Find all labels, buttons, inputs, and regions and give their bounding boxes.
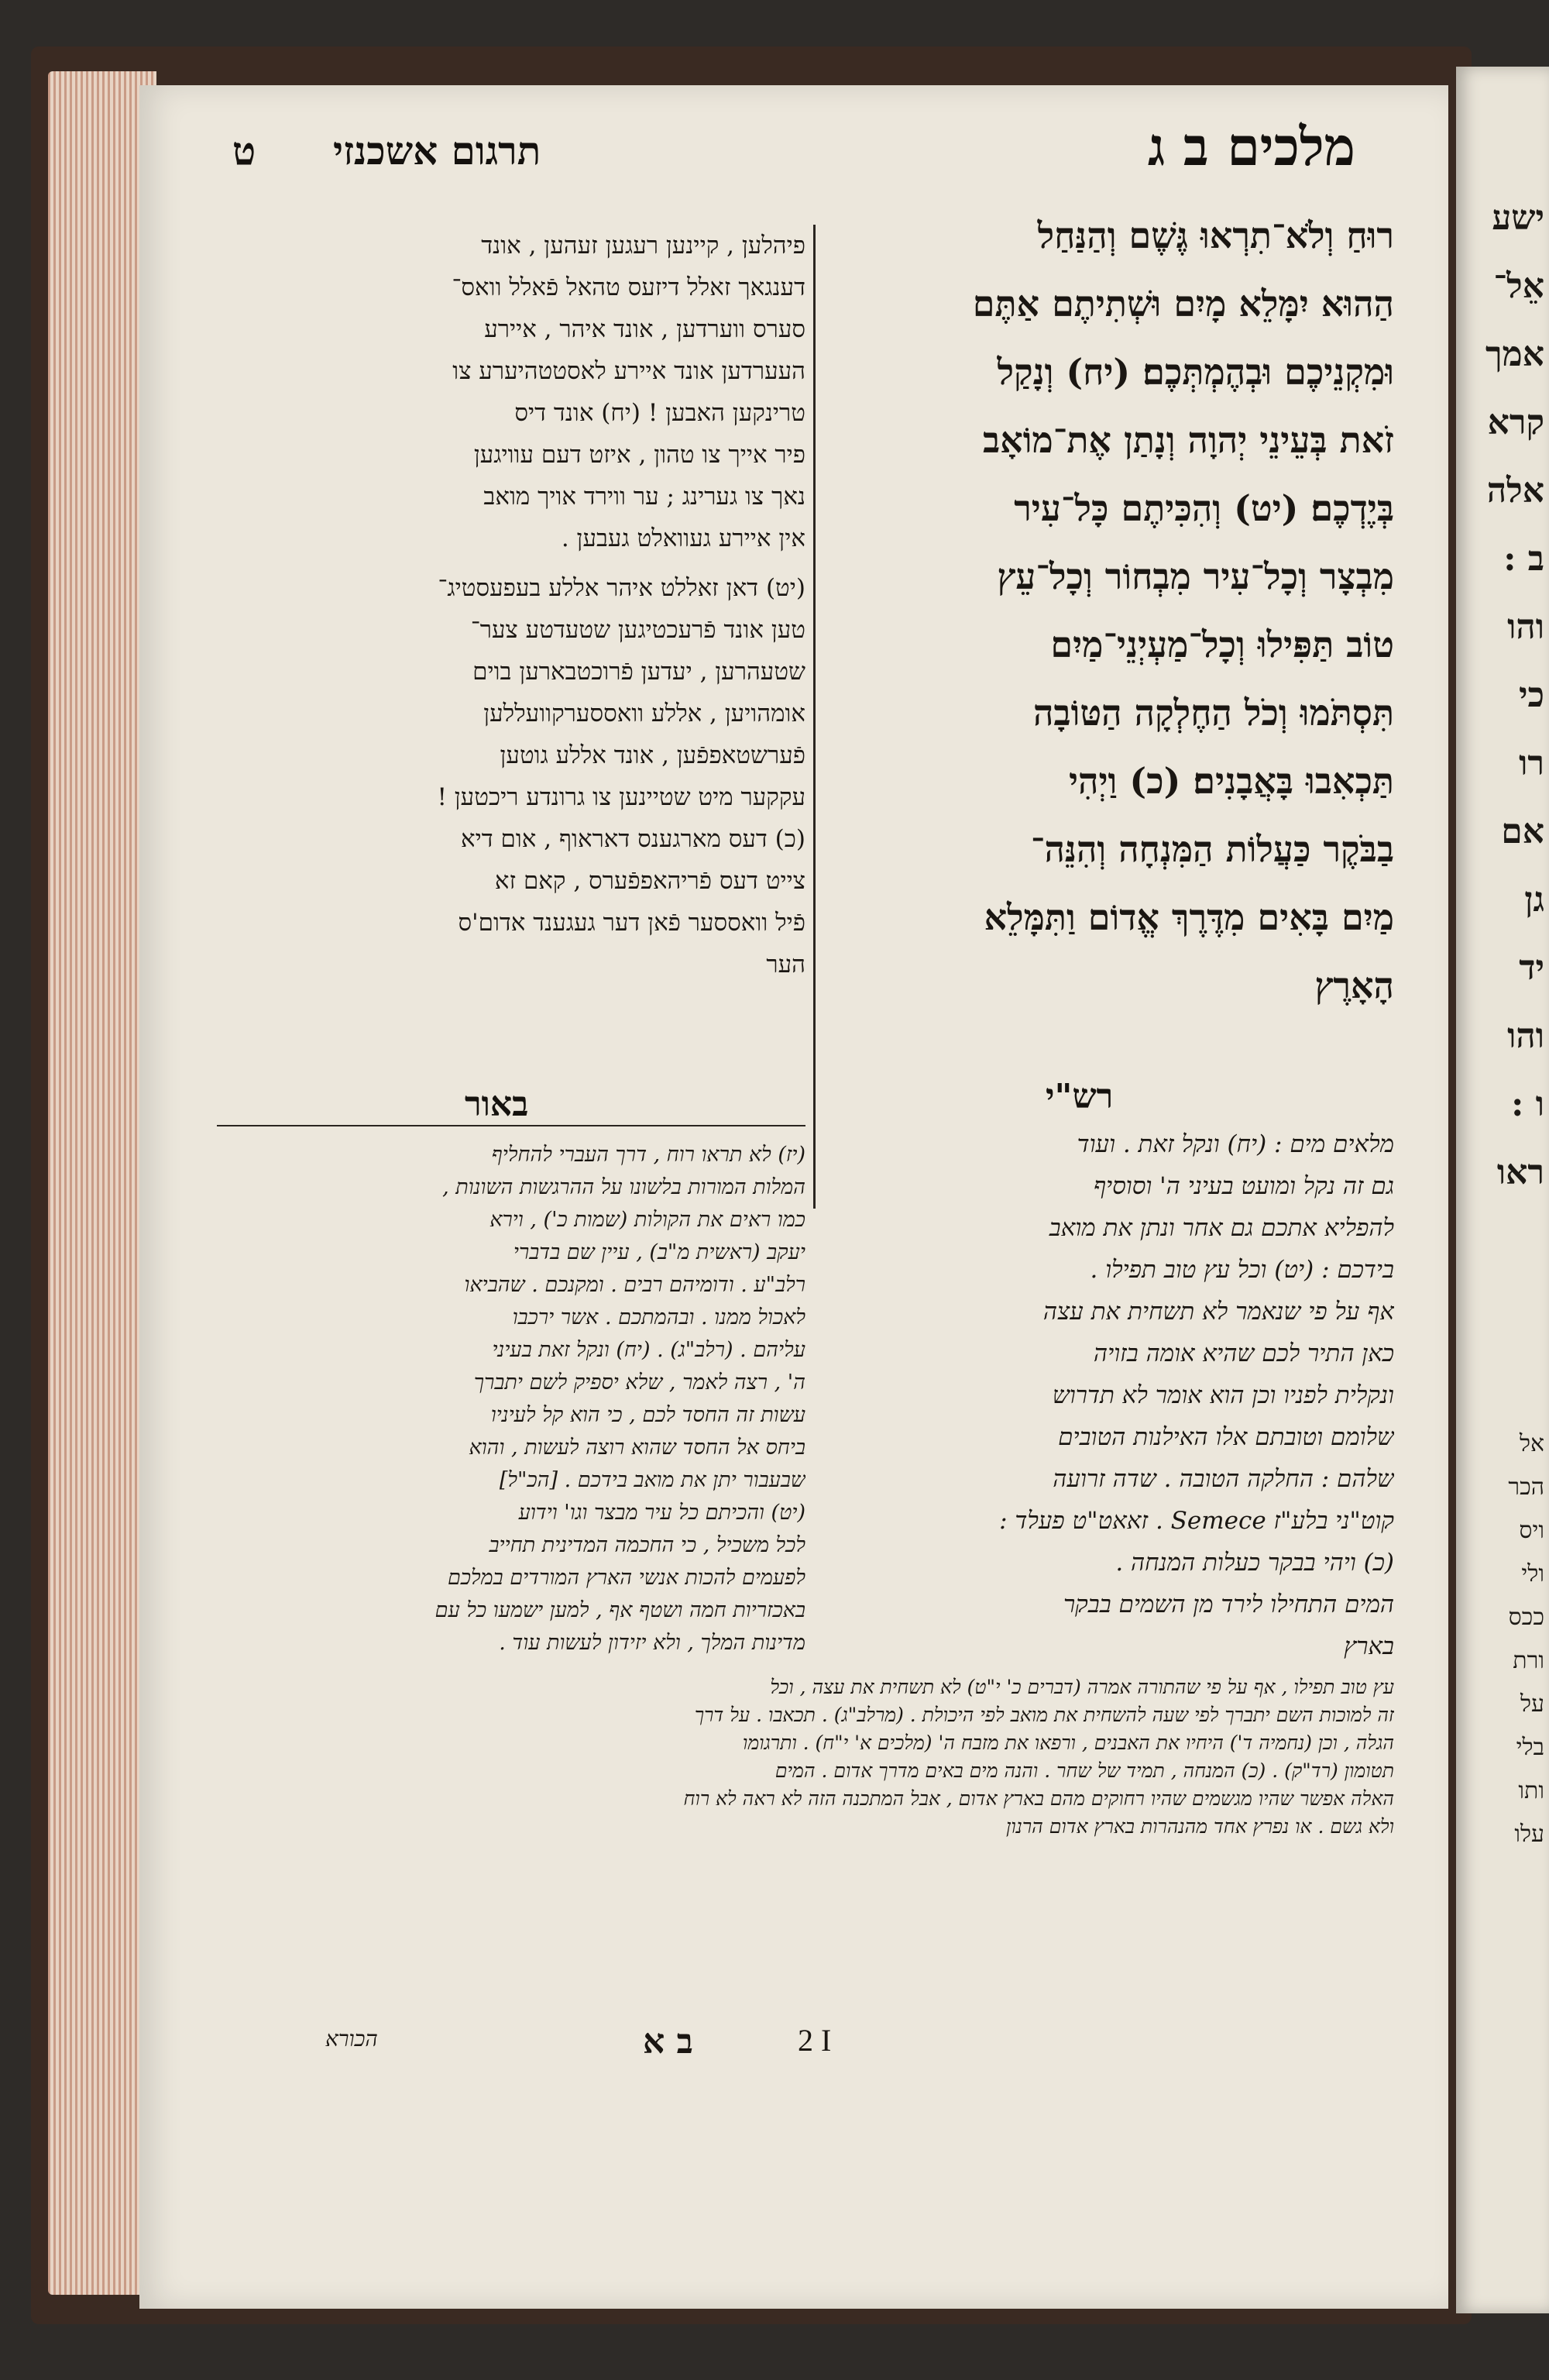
footer-catchword: הכורא [325,2026,378,2052]
rashi-line: שלומם וטובתם אלו האילנות הטובים [1058,1423,1394,1451]
targum-line: שטעהרען , יעדען פֿרוכטבארען בוים [472,658,805,686]
targum-line: טען אונד פֿרעכטיגען שטעדטע צער־ [470,616,805,644]
targum-line: אומהויען , אללע וואססערקוועללען [483,700,805,727]
rashi-line: (כ) ויהי בבקר כעלות המנחה . [1115,1549,1394,1577]
next-page-edge [1456,67,1549,2313]
hebrew-text-line: מַיִם בָּאִים מִדֶּרֶךְ אֱדוֹם וַתִּמָּלֵא [984,896,1394,938]
next-page-fragment: גן [1524,880,1544,920]
rashi-line: להפליא אתכם גם אחר ונתן את מואב [1049,1214,1394,1242]
footnote-line: הגלה , וכן (נחמיה ד') היחיו את האבנים , ורפאו את מזבח ה' (מלכים א' י"ח) . ותרגומו [742,1732,1394,1754]
next-page-fragment: הכר [1508,1474,1544,1501]
next-page-fragment: ו : [1511,1085,1544,1124]
targum-line: (יט) דאן זאללט איהר אללע בעפעסטיג־ [438,574,805,602]
biur-line: לאכול ממנו . ובהמתכם . אשר ירכבו [512,1305,805,1329]
biur-line: עליהם . (רלב"ג) . (יח) ונקל זאת בעיני [492,1338,805,1362]
targum-line: פֿיל וואססער פֿאן דער געגענד אדום'ס [458,909,805,937]
next-page-fragment: יד [1519,948,1544,988]
rashi-column [829,1123,1394,1667]
targum-line: (כ) דעס מארגענס דאראוף , אום דיא [461,825,805,853]
header-book-title: מלכים ב ג [1147,116,1355,178]
next-page-fragment: בלי [1516,1734,1544,1761]
next-page-fragment: והו [1507,607,1544,647]
hebrew-text-line: בְּיֶדְכֶם׃ (יט) וְהִכִּיתֶם כָּל־עִיר [1014,487,1394,529]
hebrew-text-line: הַהוּא יִמָּלֵא מָיִם וּשְׁתִיתֶם אַתֶּם [972,283,1394,325]
footnote-block [209,1673,1394,1841]
biur-line: (יט) והכיתם כל עיר מבצר וגו' וידוע [518,1501,805,1525]
targum-line: סערס ווערדען , אונד איהר , איירע [484,315,805,343]
paragraph-spacer [209,559,805,567]
next-page-fragment: אם [1501,812,1544,851]
next-page-fragment: עלו [1514,1821,1544,1848]
biur-line: ביחס אל החסד שהוא רוצה לעשות , והוא [469,1436,805,1460]
footnote-line: תטומון (רד"ק) . (כ) המנחה , תמיד של שחר . והנה מים באים מדרך אדום . המים [774,1759,1394,1782]
footnote-line: האלה אפשר שהיו מגשמים שהיו רחוקים מהם בארץ אדום , אבל המתכנה הזה לא ראה לא רוח [683,1787,1394,1810]
hebrew-text-column [829,201,1394,1020]
targum-line: דענגאך זאלל דיזעס טהאל פֿאלל וואס־ [452,273,805,301]
targum-line: פיהלען , קיינען רעגען זעהען , אונד [481,232,805,260]
biur-line: ה' , רצה לאמר , שלא יספיק לשם יתברך [473,1371,805,1395]
targum-line: פיר אייך צו טהון , איזט דעם עוויגען [473,441,805,469]
next-page-fragment: ורת [1513,1647,1544,1674]
next-page-fragment: כי [1518,676,1544,715]
biur-line: באכזריות חמה ושטף אף , למען ישמעו כל עם [434,1598,805,1622]
footer-signature: ב א [643,2022,693,2062]
hebrew-text-line: רוּחַ וְלֹא־תִרְאוּ גֶּשֶׁם וְהַנַּחַל [1037,215,1394,256]
next-page-fragment: אֵל־ [1493,267,1544,306]
hebrew-text-line: מִבְצָר וְכָל־עִיר מִבְחוֹר וְכָל־עֵץ [997,555,1394,597]
hebrew-text-line: בַבֹּקֶר כַּעֲלוֹת הַמִּנְחָה וְהִנֵּה־ [1030,828,1394,870]
next-page-fragment: קרא [1487,403,1544,442]
biur-line: כמו ראים את הקולות (שמות כ') , וירא [489,1208,805,1232]
targum-line: העערדען אונד איירע לאסטטהיערע צו [452,357,805,385]
rashi-line: מלאים מים : (יח) ונקל זאת . ועוד [1077,1130,1394,1158]
biur-line: עשות זה החסד לכם , כי הוא קל לעיניו [490,1403,805,1427]
next-page-fragment: ותו [1518,1777,1544,1804]
header-targum-title: תרגום אשכנזי [333,128,541,174]
targum-line: הער [766,951,805,978]
rashi-line: כאן התיר לכם שהיא אומה בזויה [1093,1340,1394,1367]
biur-heading-rule [217,1125,805,1126]
footnote-line: זה למוכות השם יתברך לפי שעה להשחית את מואב לפי היכולת . (מרלב"ג) . תכאבו . על דרך [694,1704,1394,1726]
targum-column [209,225,805,985]
biur-line: רלב"ע . ודומיהם רבים . ומקנכם . שהביאו [464,1273,805,1297]
biur-line: מדינות המלך , ולא יזידון לעשות עוד . [499,1631,805,1655]
biur-line: (יז) לא תראו רוח , דרך העברי להחליף [491,1143,805,1167]
biur-line: יעקב (ראשית מ"ב) , עיין שם בדברי [513,1240,805,1264]
rashi-heading: רש"י [1046,1077,1114,1116]
rashi-line: גם זה נקל ומועט בעיני ה' וסוסיף [1093,1172,1394,1200]
biur-line: המלות המורות בלשונו על ההרגשות השונות , [442,1175,805,1199]
targum-line: טרינקען האבען ! (יח) אונד דיס [514,399,805,427]
hebrew-text-line: הָאָרֶץ [1314,965,1394,1006]
next-page-fragment: ויס [1519,1517,1544,1544]
rashi-line: המים התחילו לירד מן השמים בבקר [1063,1591,1394,1618]
rashi-line: בידכם : (יט) וכל עץ טוב תפילו . [1090,1256,1394,1284]
next-page-fragment: ישע [1492,198,1544,238]
hebrew-text-line: תִּסְתֹּמוּ וְכֹל הַחֶלְקָה הַטּוֹבָה [1032,692,1394,734]
book-page [139,85,1448,2309]
hebrew-text-line: טוֹב תַּפִּילוּ וְכָל־מַעְיְנֵי־מַיִם [1050,624,1394,666]
footer-signature-number: 2 I [798,2023,832,2058]
column-divider [813,225,816,1209]
next-page-fragment: אל [1519,1430,1544,1457]
biur-line: לכל משכיל , כי החכמה המדינית תחייב [489,1533,805,1557]
rashi-line: ונקלית לפניו וכן הוא אומר לא תדרוש [1052,1381,1394,1409]
biur-column [209,1139,805,1659]
next-page-fragment: ראו [1496,1153,1544,1192]
header-page-letter: ט [232,128,256,174]
footnote-line: עץ טוב תפילו , אף על פי שהתורה אמרה (דברים כ' י"ט) לא תשחית את עצה , וכל [770,1676,1394,1698]
next-page-fragment: והו [1507,1016,1544,1056]
next-page-fragment: רו [1519,744,1544,783]
hebrew-text-line: תַּכְאִבוּ בָּאֲבָנִים׃ (כ) וַיְהִי [1068,760,1394,802]
targum-line: פֿערשטאפפֿען , אונד אללע גוטען [500,741,805,769]
rashi-line: קוט"ני בלע"ז Semece . זאאט"ט פעלד : [999,1507,1394,1535]
next-page-fragment: ולי [1521,1560,1544,1587]
next-page-fragment: אמך [1485,335,1544,374]
rashi-line: שלהם : החלקה הטובה . שדה זרועה [1053,1465,1394,1493]
next-page-fragment: ב : [1503,539,1544,579]
next-page-fragment: אלה [1486,471,1544,511]
biur-line: שבעבור יתן את מואב בידכם . [הכ"ל] [499,1468,805,1492]
targum-line: צייט דעס פֿריהאפפֿערס , קאם זא [494,867,805,895]
biur-heading: באור [465,1085,529,1124]
targum-line: נאך צו גערינג ; ער ווירד אויך מואב [483,483,805,511]
biur-line: לפעמים להכות אנשי הארץ המורדים במלכם [447,1566,805,1590]
footnote-line: ולא גשם . או נפרץ אחד מהנהרות בארץ אדום הרנון [1005,1815,1394,1838]
targum-line: עקקער מיט שטיינען צו גרונדע ריכטען ! [437,783,805,811]
next-page-fragment: על [1520,1690,1544,1718]
rashi-line: בארץ [1344,1632,1394,1660]
hebrew-text-line: זֹאת בְּעֵינֵי יְהוָה וְנָתַן אֶת־מוֹאָב [983,419,1394,461]
next-page-fragment: ככס [1508,1604,1544,1631]
targum-line: אין איירע געוואלט געבען . [561,524,805,552]
hebrew-text-line: וּמִקְנֵיכֶם וּבְהֶמְתְּכֶם׃ (יח) וְנָקַל [997,351,1394,393]
rashi-line: אף על פי שנאמר לא תשחית את עצה [1042,1298,1394,1326]
